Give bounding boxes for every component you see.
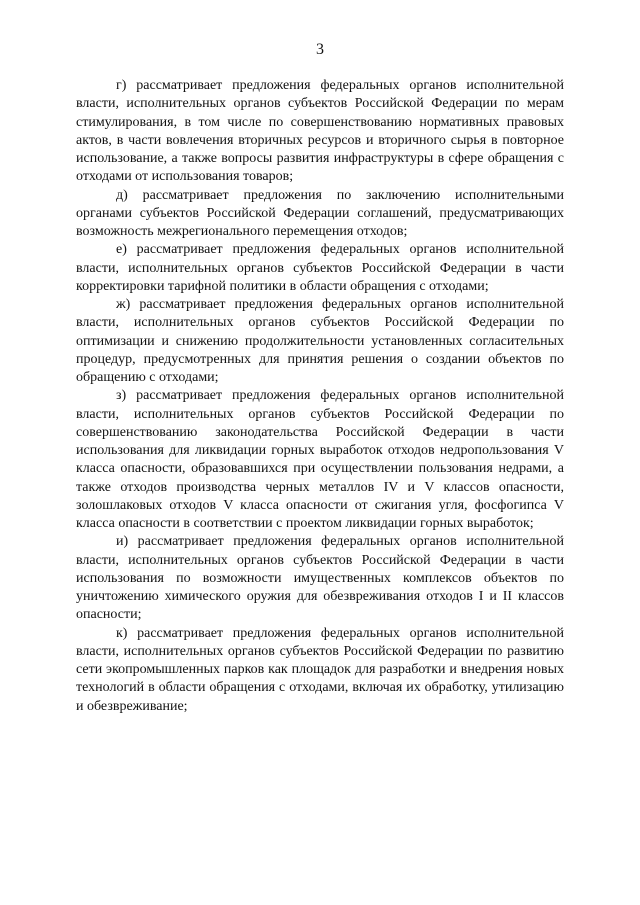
paragraph-k: к) рассматривает предложения федеральных органов исполнительной власти, исполнительных органов субъектов Российской Федерации по развитию сети экопромышленных парков как площадок для разработки и внедрения новых технологий в области обращения с отходами, включая их обработку, утилизацию и обезвреживание;	[76, 625, 564, 714]
document-body	[76, 77, 564, 716]
paragraph-d: д) рассматривает предложения по заключению исполнительными органами субъектов Российской Федерации соглашений, предусматривающих возможность межрегионального перемещения отходов;	[76, 187, 564, 239]
page-number: 3	[316, 41, 324, 58]
paragraph-z: з) рассматривает предложения федеральных органов исполнительной власти, исполнительных органов субъектов Российской Федерации по совершенствованию законодательства Российской Федерации в части использования для ликвидации горных выработок отходов недропользования V класса опасности, образовавшихся при осуществлении пользования недрами, а также отходов производства черных металлов IV и V классов опасности, золошлаковых отходов V класса опасности от сжигания угля, фосфогипса V класса опасности в соответствии с проектом ликвидации горных выработок;	[76, 388, 564, 531]
paragraph-g: г) рассматривает предложения федеральных органов исполнительной власти, исполнительных органов субъектов Российской Федерации по мерам стимулирования, в том числе по совершенствованию нормативных правовых актов, в части вовлечения вторичных ресурсов и вторичного сырья в повторное использование, а также вопросы развития инфраструктуры в сфере обращения с отходами от использования товаров;	[76, 78, 564, 185]
paragraph-zh: ж) рассматривает предложения федеральных органов исполнительной власти, исполнительных органов субъектов Российской Федерации по оптимизации и снижению продолжительности установленных согласительных процедур, предусмотренных для принятия решения о создании объектов по обращению с отходами;	[76, 297, 564, 385]
paragraph-i: и) рассматривает предложения федеральных органов исполнительной власти, исполнительных органов субъектов Российской Федерации в части использования по возможности имущественных комплексов объектов по уничтожению химического оружия для обезвреживания отходов I и II классов опасности;	[76, 534, 564, 623]
paragraph-e: е) рассматривает предложения федеральных органов исполнительной власти, исполнительных органов субъектов Российской Федерации в части корректировки тарифной политики в области обращения с отходами;	[76, 242, 564, 294]
